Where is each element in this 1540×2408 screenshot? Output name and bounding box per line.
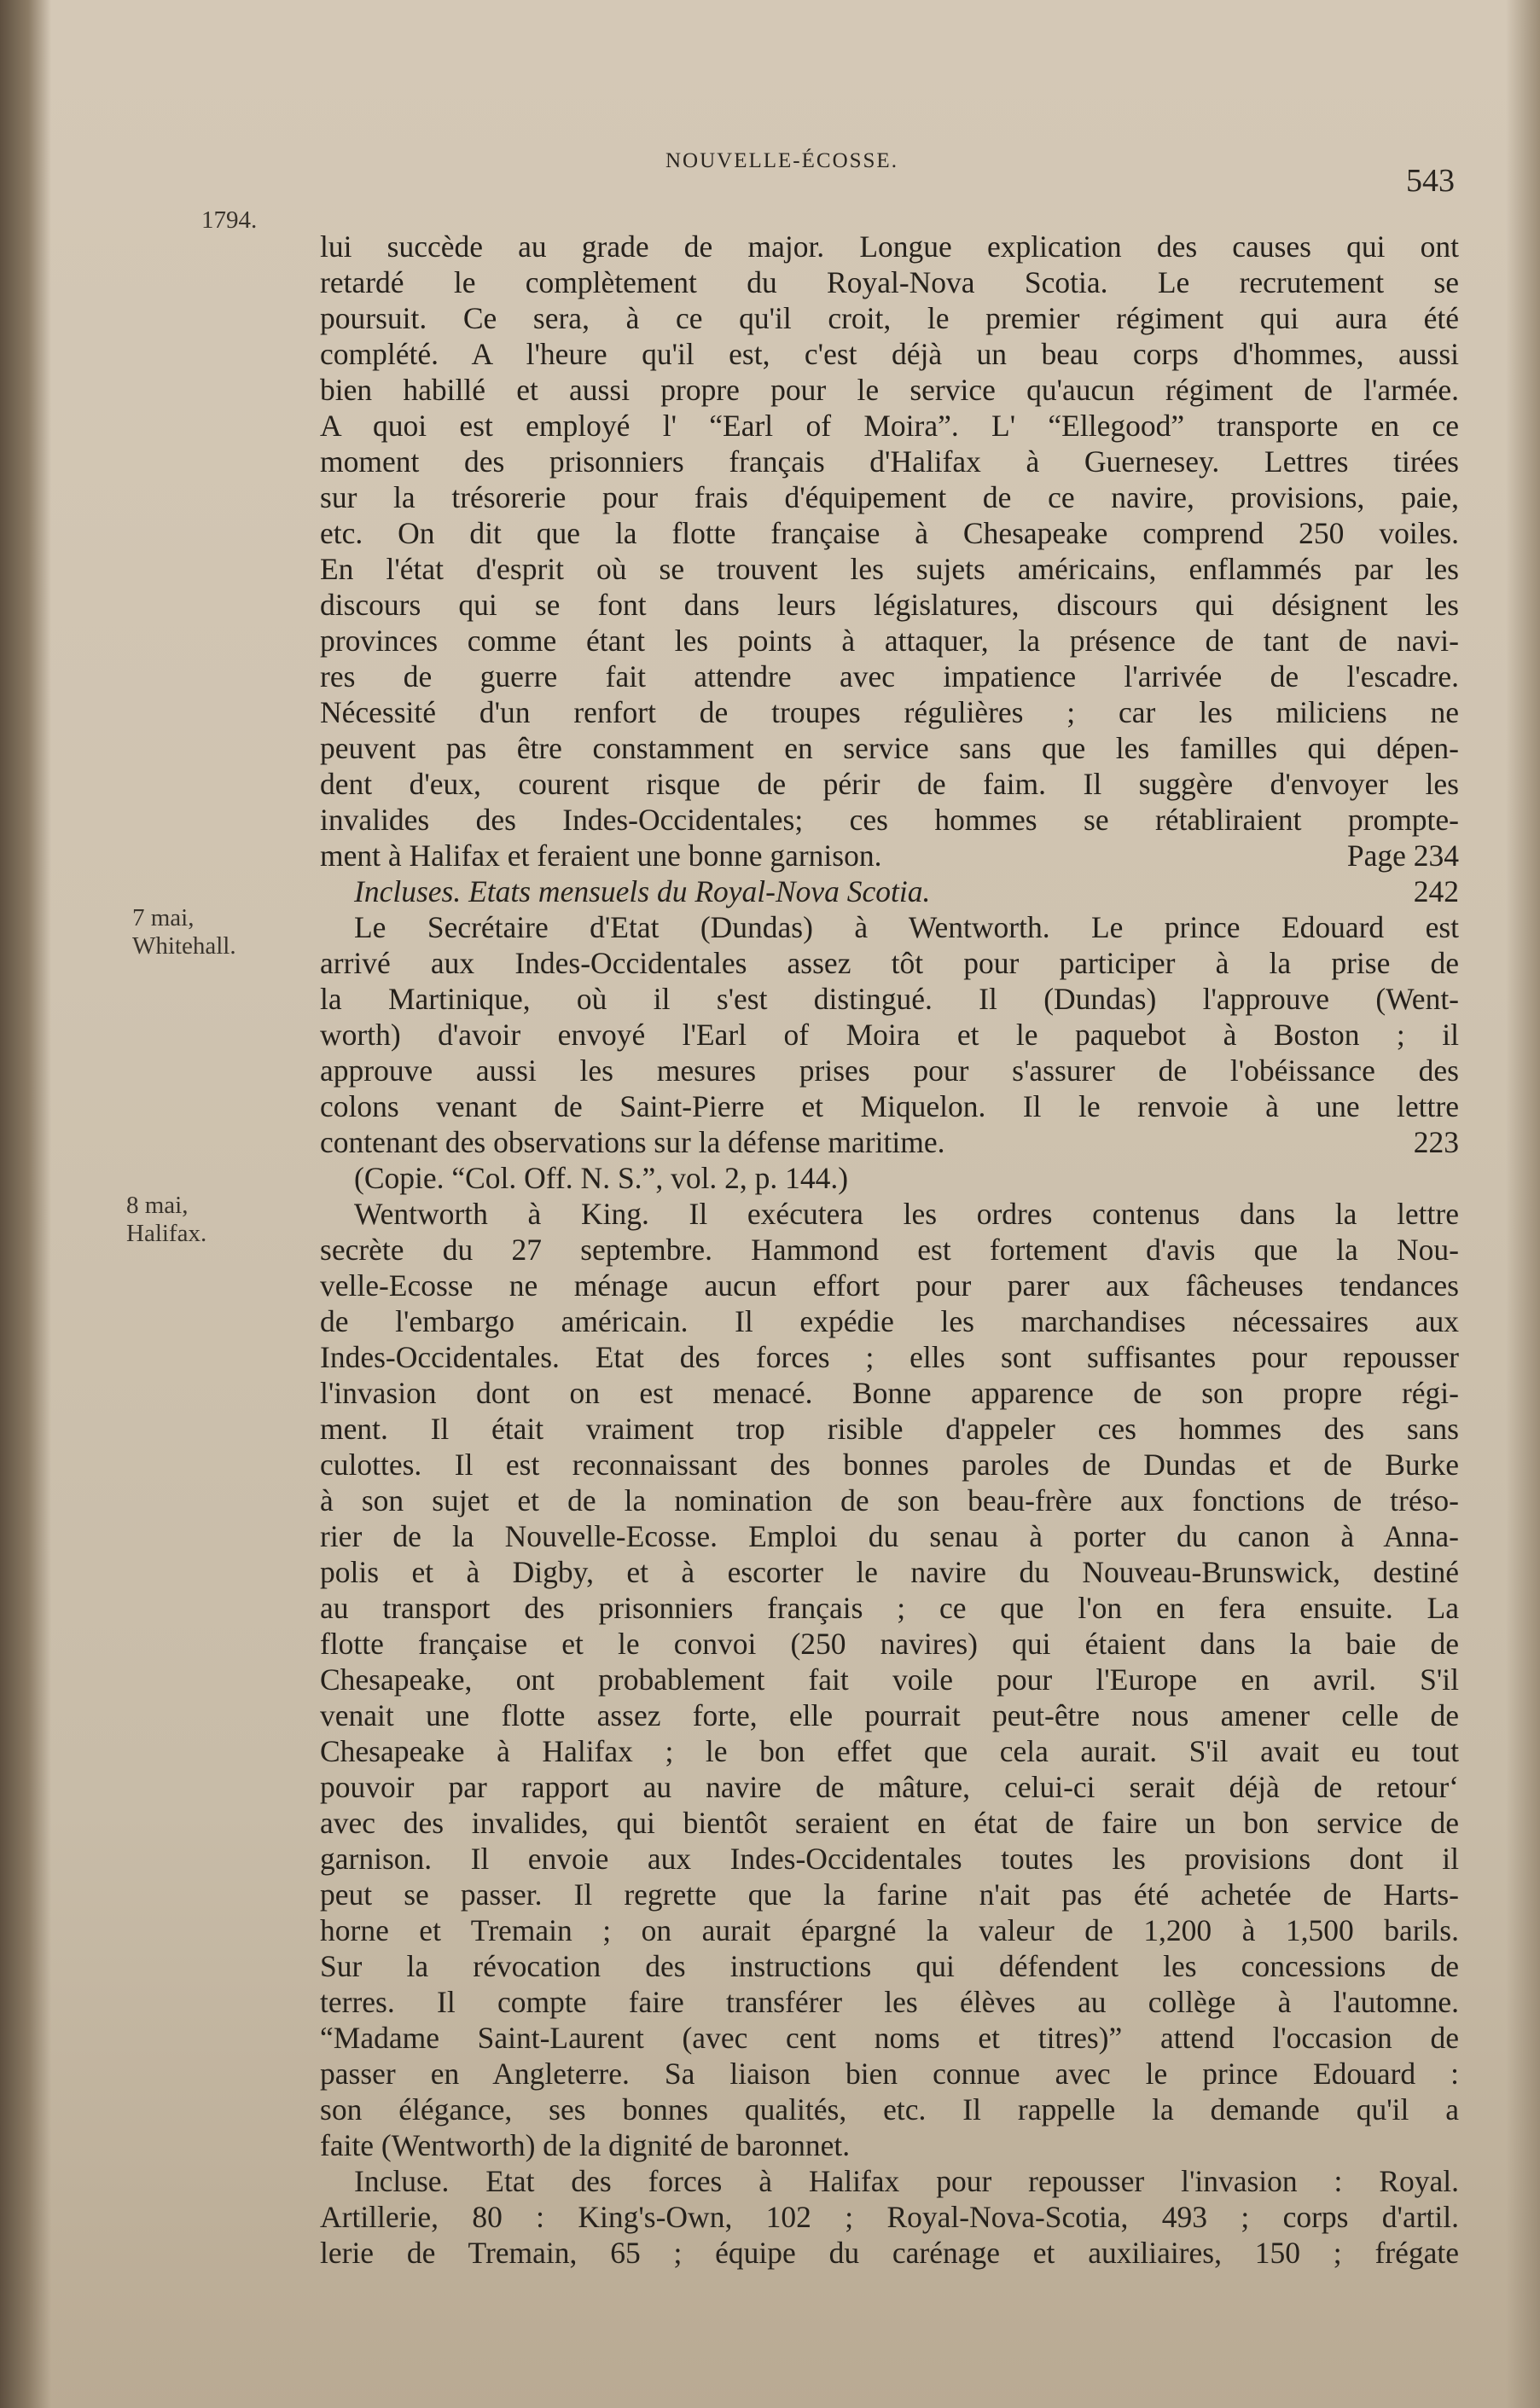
- text-line: Indes-Occidentales. Etat des forces ; elles sont suffisantes pour repousser: [320, 1340, 1459, 1374]
- text-line: Wentworth à King. Il exécutera les ordres contenus dans la lettre: [354, 1197, 1459, 1231]
- text-line: son élégance, ses bonnes qualités, etc. Il rappelle la demande qu'il a: [320, 2092, 1459, 2127]
- text-line: l'invasion dont on est menacé. Bonne apparence de son propre régi-: [320, 1376, 1459, 1410]
- text-line: res de guerre fait attendre avec impatience l'arrivée de l'escadre.: [320, 659, 1459, 693]
- text-line: velle-Ecosse ne ménage aucun effort pour parer aux fâcheuses tendances: [320, 1268, 1459, 1303]
- line-text: ment à Halifax et feraient une bonne garnison.: [320, 838, 882, 873]
- text-line: arrivé aux Indes-Occidentales assez tôt pour participer à la prise de: [320, 946, 1459, 980]
- text-line: Nécessité d'un renfort de troupes régulières ; car les miliciens ne: [320, 695, 1459, 729]
- text-line: A quoi est employé l' “Earl of Moira”. L' “Ellegood” transporte en ce: [320, 409, 1459, 443]
- text-line: la Martinique, où il s'est distingué. Il (Dundas) l'approuve (Went-: [320, 982, 1459, 1016]
- line-text: contenant des observations sur la défense maritime.: [320, 1125, 945, 1159]
- text-line: retardé le complètement du Royal-Nova Scotia. Le recrutement se: [320, 265, 1459, 299]
- text-line: rier de la Nouvelle-Ecosse. Emploi du senau à porter du canon à Anna-: [320, 1519, 1459, 1553]
- text-line: Chesapeake, ont probablement fait voile pour l'Europe en avril. S'il: [320, 1662, 1459, 1697]
- text-line: faite (Wentworth) de la dignité de baronnet.: [320, 2128, 851, 2162]
- text-line: passer en Angleterre. Sa liaison bien connue avec le prince Edouard :: [320, 2057, 1459, 2091]
- text-line: dent d'eux, courent risque de périr de faim. Il suggère d'envoyer les: [320, 767, 1459, 801]
- margin-place: Whitehall.: [132, 932, 236, 960]
- margin-date: 7 mai,: [132, 904, 195, 931]
- margin-date: 8 mai,: [126, 1192, 189, 1219]
- text-line: [320, 1124, 1459, 1160]
- text-line: bien habillé et aussi propre pour le service qu'aucun régiment de l'armée.: [320, 373, 1459, 407]
- text-line: “Madame Saint-Laurent (avec cent noms et titres)” attend l'occasion de: [320, 2021, 1459, 2055]
- text-line: terres. Il compte faire transférer les élèves au collège à l'automne.: [320, 1985, 1459, 2019]
- text-line: ment. Il était vraiment trop risible d'appeler ces hommes des sans: [320, 1412, 1459, 1446]
- text-line: Chesapeake à Halifax ; le bon effet que cela aurait. S'il avait eu tout: [320, 1734, 1459, 1768]
- text-line: [320, 838, 1459, 873]
- text-line: horne et Tremain ; on aurait épargné la valeur de 1,200 à 1,500 barils.: [320, 1913, 1459, 1947]
- margin-note-date: [126, 1192, 206, 1248]
- text-line: etc. On dit que la flotte française à Chesapeake comprend 250 voiles.: [320, 516, 1459, 550]
- page-number: 543: [1406, 163, 1455, 199]
- text-line: secrète du 27 septembre. Hammond est fortement d'avis que la Nou-: [320, 1233, 1459, 1267]
- margin-place: Halifax.: [126, 1220, 207, 1247]
- text-line: Le Secrétaire d'Etat (Dundas) à Wentworth. Le prince Edouard est: [354, 910, 1459, 944]
- text-line: colons venant de Saint-Pierre et Miquelon. Il le renvoie à une lettre: [320, 1089, 1459, 1123]
- margin-year: 1794.: [201, 206, 258, 234]
- text-line: worth) d'avoir envoyé l'Earl of Moira et le paquebot à Boston ; il: [320, 1018, 1459, 1052]
- text-line: sur la trésorerie pour frais d'équipement de ce navire, provisions, paie,: [320, 480, 1459, 514]
- text-line: au transport des prisonniers français ; ce que l'on en fera ensuite. La: [320, 1591, 1459, 1625]
- text-line: invalides des Indes-Occidentales; ces hommes se rétabliraient prompte-: [320, 803, 1459, 837]
- margin-note-date: [132, 904, 236, 960]
- text-line: polis et à Digby, et à escorter le navire du Nouveau-Brunswick, destiné: [320, 1555, 1459, 1589]
- text-line: (Copie. “Col. Off. N. S.”, vol. 2, p. 144.): [354, 1161, 849, 1195]
- line-text: Incluses. Etats mensuels du Royal-Nova Scotia.: [354, 874, 931, 908]
- text-line: peut se passer. Il regrette que la farine n'ait pas été achetée de Harts-: [320, 1877, 1459, 1912]
- page-reference: 223: [1413, 1125, 1459, 1159]
- body-text: [320, 229, 1459, 2271]
- page-edge: [1506, 0, 1540, 2408]
- text-line: lerie de Tremain, 65 ; équipe du carénage et auxiliaires, 150 ; frégate: [320, 2236, 1459, 2270]
- text-line: avec des invalides, qui bientôt seraient en état de faire un bon service de: [320, 1806, 1459, 1840]
- text-line: En l'état d'esprit où se trouvent les sujets américains, enflammés par les: [320, 552, 1459, 586]
- book-gutter-shadow: [0, 0, 51, 2408]
- text-line: complété. A l'heure qu'il est, c'est déjà un beau corps d'hommes, aussi: [320, 337, 1459, 371]
- text-line: Artillerie, 80 : King's-Own, 102 ; Royal-Nova-Scotia, 493 ; corps d'artil.: [320, 2200, 1459, 2234]
- page-reference: 242: [1413, 874, 1459, 908]
- text-line: Sur la révocation des instructions qui défendent les concessions de: [320, 1949, 1459, 1983]
- text-line: [320, 873, 1459, 909]
- text-line: lui succède au grade de major. Longue explication des causes qui ont: [320, 229, 1459, 264]
- text-line: approuve aussi les mesures prises pour s'assurer de l'obéissance des: [320, 1053, 1459, 1088]
- text-line: à son sujet et de la nomination de son beau-frère aux fonctions de tréso-: [320, 1483, 1459, 1517]
- text-line: discours qui se font dans leurs législatures, discours qui désignent les: [320, 588, 1459, 622]
- text-line: pouvoir par rapport au navire de mâture, celui-ci serait déjà de retour‘: [320, 1770, 1459, 1804]
- running-title: NOUVELLE-ÉCOSSE.: [665, 149, 898, 172]
- page-reference: Page 234: [1346, 838, 1459, 873]
- text-line: peuvent pas être constamment en service sans que les familles qui dépen-: [320, 731, 1459, 765]
- text-line: Incluse. Etat des forces à Halifax pour repousser l'invasion : Royal.: [354, 2164, 1459, 2198]
- text-line: venait une flotte assez forte, elle pourrait peut-être nous amener celle de: [320, 1698, 1459, 1732]
- text-line: de l'embargo américain. Il expédie les marchandises nécessaires aux: [320, 1304, 1459, 1338]
- text-line: culottes. Il est reconnaissant des bonnes paroles de Dundas et de Burke: [320, 1448, 1459, 1482]
- text-line: flotte française et le convoi (250 navires) qui étaient dans la baie de: [320, 1627, 1459, 1661]
- text-line: provinces comme étant les points à attaquer, la présence de tant de navi-: [320, 624, 1459, 658]
- text-line: garnison. Il envoie aux Indes-Occidentales toutes les provisions dont il: [320, 1842, 1459, 1876]
- text-line: poursuit. Ce sera, à ce qu'il croit, le premier régiment qui aura été: [320, 301, 1459, 335]
- text-line: moment des prisonniers français d'Halifax à Guernesey. Lettres tirées: [320, 444, 1459, 479]
